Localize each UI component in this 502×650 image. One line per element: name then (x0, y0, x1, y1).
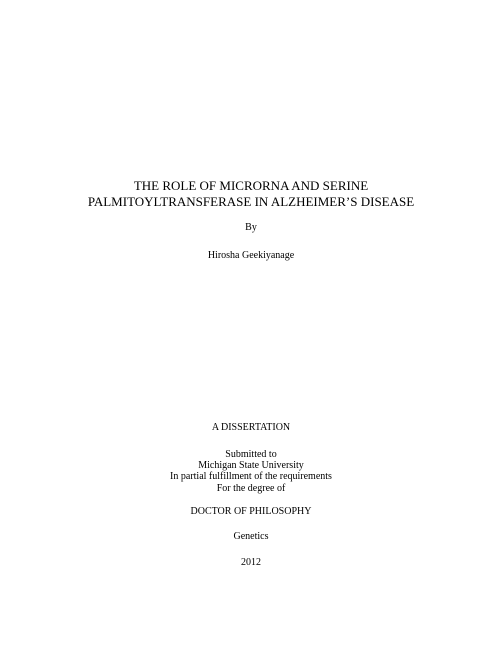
dissertation-title-line-1: THE ROLE OF MICRORNA AND SERINE (133, 178, 369, 193)
partial-fulfillment: In partial fulfillment of the requirements (170, 471, 332, 482)
dissertation-title-line-2: PALMITOYLTRANSFERASE IN ALZHEIMER’S DISEASE (87, 194, 415, 209)
year: 2012 (241, 557, 261, 568)
by-label: By (245, 222, 257, 233)
program-name: Genetics (233, 531, 269, 542)
degree-name: DOCTOR OF PHILOSOPHY (190, 506, 312, 517)
university-name: Michigan State University (198, 460, 304, 471)
submitted-to: Submitted to (225, 449, 277, 460)
document-type: A DISSERTATION (211, 422, 291, 433)
author-name: Hirosha Geekiyanage (207, 250, 295, 261)
degree-intro: For the degree of (216, 483, 286, 494)
